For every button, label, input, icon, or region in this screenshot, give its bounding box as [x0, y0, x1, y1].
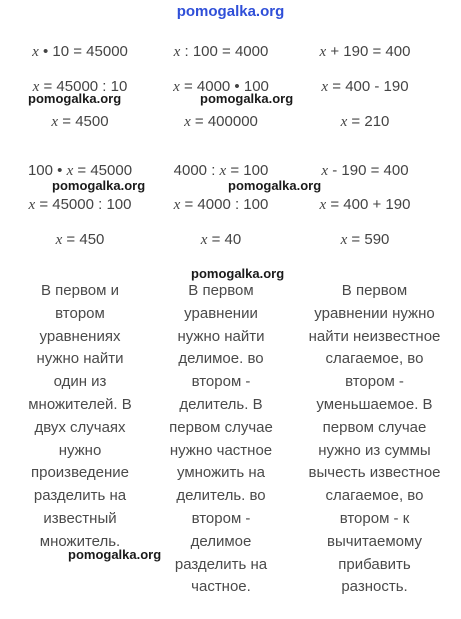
explanation-line: уравнениях: [39, 327, 121, 345]
explanation-line: первом случае: [169, 418, 273, 436]
explanation-line: двух случаях: [34, 418, 126, 436]
equation-1-3: x + 190 = 400: [319, 43, 411, 60]
site-watermark: pomogalka.org: [68, 547, 162, 562]
explanation-line: слагаемое, во: [325, 487, 424, 505]
explanation-line: найти неизвестное: [308, 327, 441, 345]
equation-1-2-step: x = 4000 • 100: [173, 78, 269, 95]
explanation-column-1: [10, 280, 150, 554]
explanation-line: вычесть известное: [308, 464, 441, 482]
explanation-line: втором -: [345, 373, 404, 391]
site-watermark: pomogalka.org: [191, 266, 285, 281]
explanation-line: делитель. во: [176, 487, 266, 505]
explanation-line: частное.: [191, 578, 251, 596]
equation-1-3-answer: x = 210: [340, 113, 390, 130]
explanation-line: нужно найти: [177, 327, 265, 345]
explanation-line: разделить на: [174, 555, 268, 573]
explanation-line: нужно: [58, 441, 102, 459]
explanation-line: В первом: [188, 282, 254, 299]
site-watermark: pomogalka.org: [200, 91, 294, 106]
explanation-line: первом случае: [322, 418, 427, 436]
explanation-line: прибавить: [338, 555, 411, 573]
explanation-column-2: [151, 280, 291, 599]
explanation-line: умножить на: [177, 464, 265, 482]
explanation-line: втором -: [191, 509, 251, 527]
equation-2-3: x - 190 = 400: [321, 162, 409, 179]
explanation-line: втором -: [191, 373, 251, 391]
site-watermark: pomogalka.org: [28, 91, 122, 106]
explanation-line: уменьшаемое. В: [316, 395, 433, 413]
equation-2-1-answer: x = 450: [55, 231, 105, 248]
explanation-line: разделить на: [33, 487, 127, 505]
equation-1-2-answer: x = 400000: [184, 113, 258, 130]
explanation-line: втором: [55, 304, 105, 322]
explanation-line: разность.: [341, 578, 408, 596]
equation-1-1-answer: x = 4500: [51, 113, 109, 130]
explanation-line: В первом и: [41, 282, 119, 299]
equation-2-3-step: x = 400 + 190: [319, 196, 411, 213]
equation-1-1-step: x = 45000 : 10: [32, 78, 128, 95]
explanation-line: уравнении: [184, 304, 258, 322]
explanation-line: множителей. В: [28, 395, 132, 413]
explanation-column-3: [292, 280, 457, 599]
explanation-line: уравнении нужно: [314, 304, 435, 322]
equation-2-1-step: x = 45000 : 100: [28, 196, 132, 213]
explanation-line: нужно из суммы: [318, 441, 431, 459]
explanation-line: нужно найти: [36, 350, 124, 368]
equation-2-3-answer: x = 590: [340, 231, 390, 248]
explanation-line: втором - к: [339, 509, 410, 527]
equation-1-3-step: x = 400 - 190: [321, 78, 409, 95]
equation-1-1: x • 10 = 45000: [32, 43, 128, 60]
explanation-line: слагаемое, во: [325, 350, 424, 368]
equation-2-2-answer: x = 40: [200, 231, 242, 248]
explanation-line: делимое. во: [178, 350, 264, 368]
site-watermark: pomogalka.org: [52, 178, 146, 193]
equation-1-2: x : 100 = 4000: [173, 43, 269, 60]
site-watermark-top: pomogalka.org: [176, 3, 285, 20]
explanation-line: известный: [43, 509, 117, 527]
explanation-line: один из: [53, 373, 107, 391]
explanation-line: нужно частное: [169, 441, 273, 459]
equation-2-2-step: x = 4000 : 100: [173, 196, 269, 213]
explanation-line: делимое: [190, 532, 252, 550]
explanation-line: делитель. В: [179, 395, 263, 413]
equation-2-1: 100 • x = 45000: [27, 162, 133, 179]
explanation-line: вычитаемому: [327, 532, 422, 550]
equation-2-2: 4000 : x = 100: [173, 162, 269, 179]
site-watermark: pomogalka.org: [228, 178, 322, 193]
explanation-line: произведение: [31, 464, 129, 482]
explanation-line: В первом: [341, 282, 408, 299]
explanation-line: множитель.: [39, 532, 121, 550]
